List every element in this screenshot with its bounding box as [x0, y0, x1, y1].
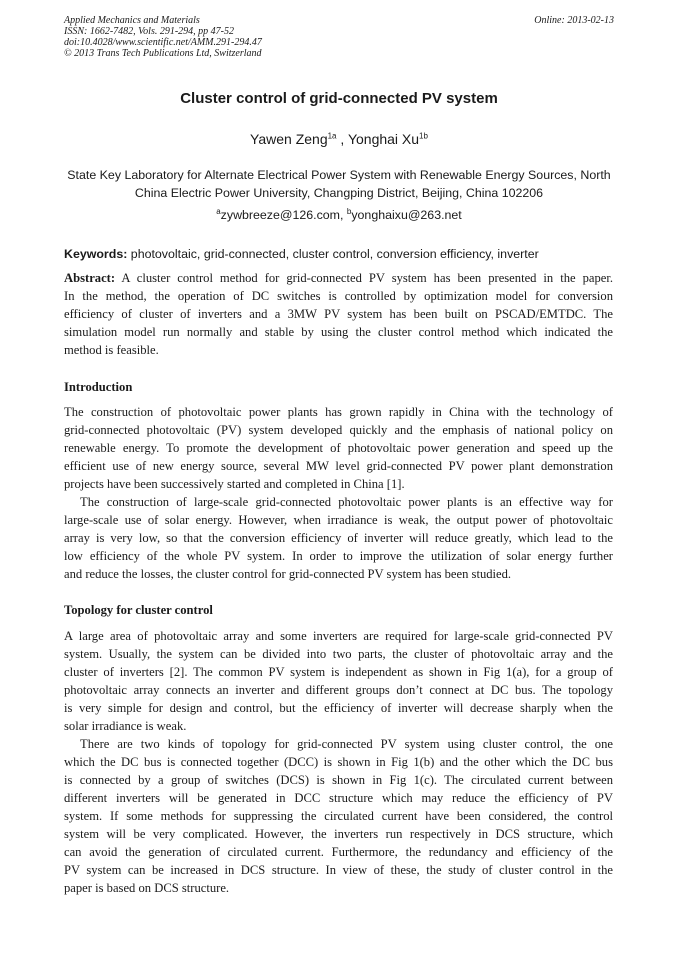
keywords	[64, 247, 539, 261]
author-2-affil: 1b	[419, 131, 428, 141]
paragraph-line: There are two kinds of topology for grid-connected PV system using cluster control, the one	[80, 737, 613, 751]
doi-link[interactable]: doi:10.4028/www.scientific.net/AMM.291-294.47	[64, 37, 262, 48]
section-heading: Topology for cluster control	[64, 603, 213, 617]
paragraph-line: A large area of photovoltaic array and some inverters are required for large-scale grid-connected PV	[64, 629, 613, 643]
copyright: © 2013 Trans Tech Publications Ltd, Switzerland	[64, 48, 262, 59]
paragraph-line: is very simple for design and control, but the efficiency of inverter will decrease sharply when the	[64, 701, 613, 715]
abstract-text: efficiency of cluster of inverters and a 3MW PV system has been built on PSCAD/EMTDC. The	[64, 307, 613, 321]
paragraph-line: solar irradiance is weak.	[64, 719, 187, 733]
paragraph-line: system will be very complicated. However, the inverters run respectively in DCS structure, which	[64, 827, 613, 841]
section-heading: Introduction	[64, 380, 133, 394]
paragraph-line: system. Usually, the system can be divided into two parts, the cluster of photovoltaic array and the	[64, 647, 613, 661]
section-body	[64, 627, 613, 897]
abstract-line	[64, 341, 613, 359]
abstract-label: Abstract:	[64, 271, 116, 285]
online-date: Online: 2013-02-13	[534, 15, 614, 26]
paragraph-line: The construction of large-scale grid-connected photovoltaic power plants is an effective way for	[80, 495, 613, 509]
section-body	[64, 403, 613, 583]
paragraph-line: paper is based on DCS structure.	[64, 881, 230, 895]
paragraph-line: which the DC bus is connected together (DCC) is shown in Fig 1(b) and the other which the DC bus	[64, 755, 613, 769]
abstract-text: In the method, the operation of DC switches is controlled by optimization model for conversion	[64, 289, 613, 303]
author-1-affil: 1a	[327, 131, 337, 141]
paragraph-line: low efficiency of the whole PV system. In order to improve the utilization of solar energy further	[64, 549, 613, 563]
emails	[0, 207, 678, 222]
abstract-line	[64, 287, 613, 305]
affiliation-line: China Electric Power University, Changping District, Beijing, China 102206	[134, 186, 544, 200]
paragraph-line: is connected by a group of switches (DCS) is shown in Fig 1(c). The circulated current between	[64, 773, 613, 787]
paragraph-line: large-scale use of solar energy. However, when irradiance is weak, the output power of photovoltaic	[64, 513, 613, 527]
paragraph-line: can avoid the generation of circulated current. Furthermore, the redundancy and efficiency of the	[64, 845, 613, 859]
abstract	[64, 269, 613, 359]
abstract-text: simulation model run normally and stable by using the cluster control method which indicated the	[64, 325, 613, 339]
paragraph-line: different inverters will be generated in DCC structure which may reduce the efficiency of PV	[64, 791, 613, 805]
paragraph-line: and reduce the losses, the cluster control for grid-connected PV system has been studied.	[64, 567, 512, 581]
keywords-label: Keywords:	[64, 247, 128, 261]
abstract-line	[64, 323, 613, 341]
issn: ISSN: 1662-7482, Vols. 291-294, pp 47-52	[64, 26, 234, 37]
affiliation	[0, 166, 678, 202]
paragraph-line: efficient use of new energy source, several MW level grid-connected PV power plant demonstration	[64, 459, 613, 473]
paragraph-line: grid-connected photovoltaic (PV) system developed quickly and the emphasis of national policy on	[64, 423, 613, 437]
authors	[0, 131, 678, 147]
paragraph-line: projects have been successively started and completed in China [1].	[64, 477, 405, 491]
abstract-text: A cluster control method for grid-connected PV system has been presented in the paper.	[115, 271, 613, 285]
paragraph-line: array is very low, so that the conversion efficiency of inverter will reduce greatly, which lead to the	[64, 531, 613, 545]
journal-header	[64, 15, 262, 59]
email-marker: a	[216, 207, 221, 216]
author-sep: ,	[336, 131, 348, 147]
journal-name: Applied Mechanics and Materials	[64, 15, 200, 26]
paragraph-line: photovoltaic array connects an inverter and different groups don’t connect at DC bus. The topology	[64, 683, 613, 697]
affiliation-line: State Key Laboratory for Alternate Electrical Power System with Renewable Energy Sources, North	[67, 168, 611, 182]
author-2: Yonghai Xu	[347, 131, 420, 147]
paragraph-line: renewable energy. To promote the development of photovoltaic power generation and speed up the	[64, 441, 613, 455]
paragraph-line: The construction of photovoltaic power plants has grown rapidly in China with the technology of	[64, 405, 613, 419]
keywords-text: photovoltaic, grid-connected, cluster control, conversion efficiency, inverter	[127, 247, 539, 261]
email-b[interactable]: yonghaixu@263.net	[351, 208, 462, 223]
email-marker: b	[346, 207, 352, 216]
abstract-line	[64, 269, 613, 287]
paper-title: Cluster control of grid-connected PV system	[180, 90, 498, 107]
paragraph-line: PV system can be increased in DCS structure. In view of these, the study of cluster control in the	[64, 863, 613, 877]
paragraph-line: cluster of inverters [2]. The common PV system is independent as shown in Fig 1(a), for a group of	[64, 665, 613, 679]
author-1: Yawen Zeng	[250, 131, 328, 147]
abstract-text: method is feasible.	[64, 343, 159, 357]
abstract-line	[64, 305, 613, 323]
email-a[interactable]: zywbreeze@126.com,	[220, 208, 347, 223]
paragraph-line: system. If some methods for suppressing the circulated current have been considered, the control	[64, 809, 613, 823]
